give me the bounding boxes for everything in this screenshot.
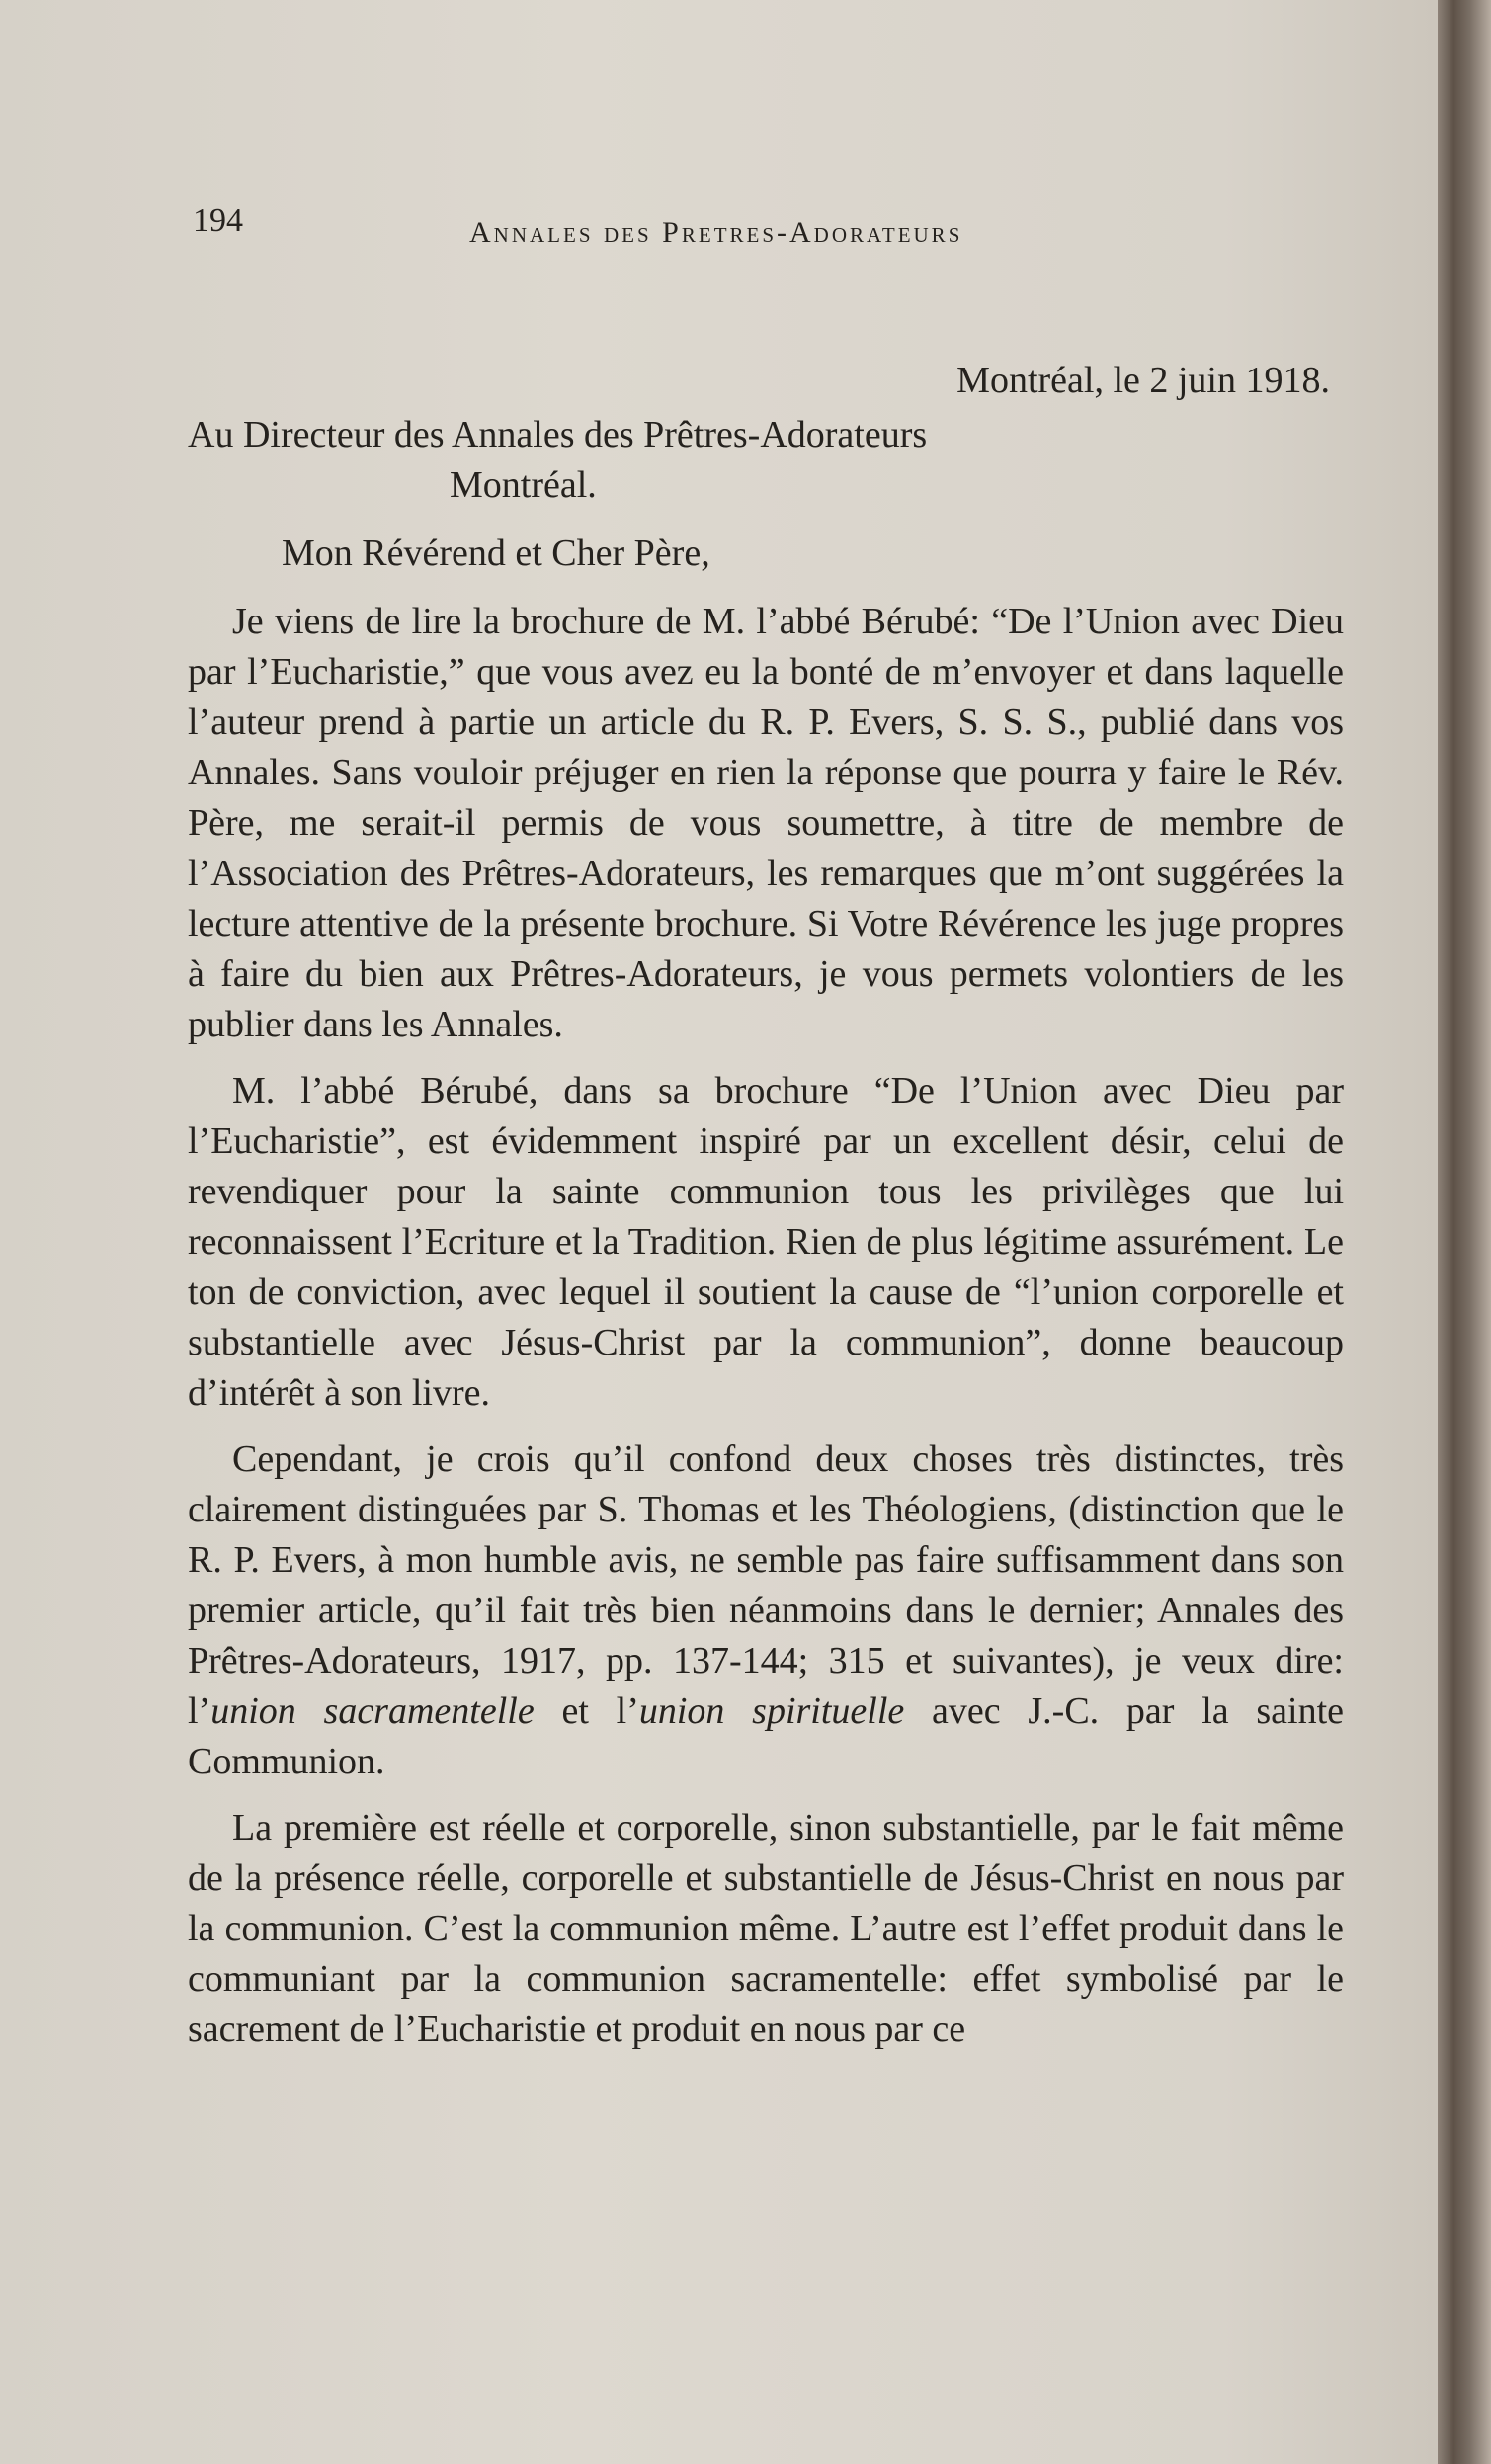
page-edge-shadow [1438,0,1491,2464]
salutation: Mon Révérend et Cher Père, [282,533,710,574]
paragraph-2: M. l’abbé Bérubé, dans sa brochure “De l’Union avec Dieu par l’Eucharistie”, est évidemment inspiré par un excellent désir, celui de revendiquer pour la sainte communion tous les privilèges que lui reconnaissent l’Ecriture et la Tradition. Rien de plus légitime assurément. Le ton de conviction, avec lequel il soutient la cause de “l’union corporelle et substantielle avec Jésus-Christ par la communion”, donne beaucoup d’intérêt à son livre. [188,1070,1344,1414]
paragraph-3 [188,1435,1344,1787]
paragraph-3-emphasis-2: union spirituelle [638,1690,905,1732]
addressee: Au Directeur des Annales des Prêtres-Adorateurs [188,414,928,455]
paragraph-3-text-b: et l’ [534,1690,639,1732]
running-head [193,203,1349,262]
paragraph-1: Je viens de lire la brochure de M. l’abbé Bérubé: “De l’Union avec Dieu par l’Eucharistie,” que vous avez eu la bonté de m’envoyer et dans laquelle l’auteur prend à partie un article du R. P. Evers, S. S. S., publié dans vos Annales. Sans vouloir préjuger en rien la réponse que pourra y faire le Rév. Père, me serait-il permis de vous soumettre, à titre de membre de l’Association des Prêtres-Adorateurs, les remarques que m’ont suggérées la lecture attentive de la présente brochure. Si Votre Révérence les juge propres à faire du bien aux Prêtres-Adorateurs, je vous permets volontiers de les publier dans les Annales. [188,601,1344,1045]
paragraph-3-emphasis-1: union sacramentelle [210,1690,535,1732]
running-title: Annales des Pretres-Adorateurs [469,216,963,249]
paragraph-4: La première est réelle et corporelle, sinon substantielle, par le fait même de la présence réelle, corporelle et substantielle de Jésus-Christ en nous par la communion. C’est la communion même. L’autre est l’effet produit dans le communiant par la communion sacramentelle: effet symbolisé par le sacrement de l’Eucharistie et produit en nous par ce [188,1807,1344,2050]
letter-body [188,356,1344,2071]
paragraph-3-text-c: avec J.-C. par la sainte Communion. [188,1690,1345,1782]
addressee-city: Montréal. [450,464,597,506]
paragraph-3-text-a: Cependant, je crois qu’il confond deux choses très distinctes, très clairement distinguées par S. Thomas et les Théologiens, (distinction que le R. P. Evers, à mon humble avis, ne semble pas faire suffisamment dans son premier article, qu’il fait très bien néanmoins dans le dernier; Annales des Prêtres-Adorateurs, 1917, pp. 137-144; 315 et suivantes), je veux dire: l’ [188,1438,1344,1732]
page-number: 194 [193,203,243,239]
dateline: Montréal, le 2 juin 1918. [956,360,1330,401]
